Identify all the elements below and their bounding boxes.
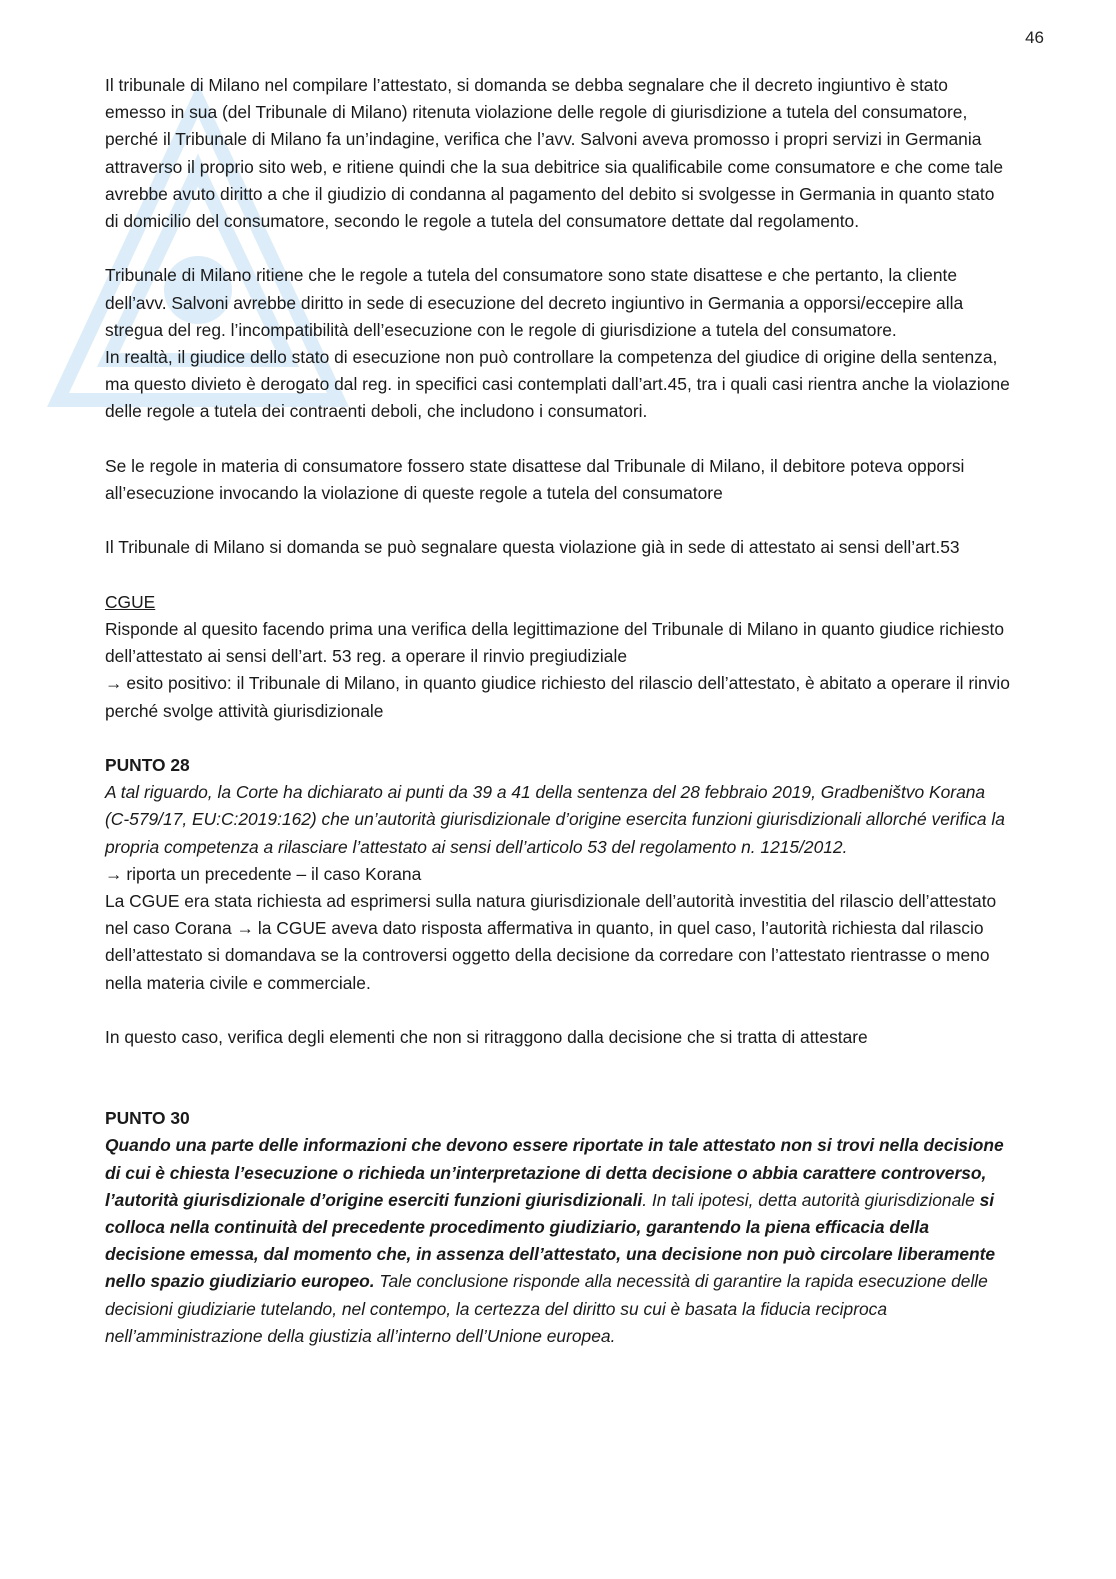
paragraph: Il tribunale di Milano nel compilare l’attestato, si domanda se debba segnalare che il decreto ingiuntivo è stato emesso in sua (del Tribunale di Milano) ritenuta violazione delle regole di giurisdizione a tutela del consumatore, perché il Tribunale di Milano fa un’indagine, verifica che l’avv. Salvoni aveva promosso i propri servizi in Germania attraverso il proprio sito web, e ritiene quindi che la sua debitrice sia qualificabile come consumatore e che come tale avrebbe avuto diritto a che il giudizio di condanna al pagamento del debito si svolgesse in Germania in quanto stato di domicilio del consumatore, secondo le regole a tutela del consumatore dettate dal regolamento. (105, 75, 1004, 232)
arrow-icon: → (105, 863, 123, 884)
paragraph-text: la CGUE aveva dato risposta affermativa in quanto, in quel caso, l’autorità richiesta dal rilascio dell’attestato si domandava se la controversi oggetto della decisione da corredare con l’attestato rientrasse o meno nella materia civile e commerciale. (105, 918, 990, 993)
paragraph: In realtà, il giudice dello stato di esecuzione non può controllare la competenza del giudice di origine della sentenza, ma questo divieto è derogato dal reg. in specifici casi contemplati dall’art.45, tra i quali casi rientra anche la violazione delle regole a tutela dei contraenti deboli, che includono i consumatori. (105, 347, 1010, 422)
quote-italic-text: . In tali ipotesi, detta autorità giurisdizionale (642, 1189, 980, 1210)
quote-bold-text: si colloca nella continuità del precedente procedimento giudiziario, garantendo la piena efficacia della decisione emessa, dal momento che, in assenza dell’attestato, una decisione non può circolare liberamente nello spazio giudiziario europeo. (105, 1189, 996, 1292)
quote-bold-text: Quando una parte delle informazioni che devono essere riportate in tale attestato non si trovi nella decisione di cui è chiesta l’esecuzione o richieda un’interpretazione di detta decisione o abbia carattere controverso, l’autorità giurisdizionale d’origine eserciti funzioni giurisdizionali (105, 1135, 1004, 1210)
paragraph: Tribunale di Milano ritiene che le regole a tutela del consumatore sono state disattese e che pertanto, la cliente dell’avv. Salvoni avrebbe diritto in sede di esecuzione del decreto ingiuntivo in Germania a opporsi/eccepire alla stregua del reg. l’incompatibilità dell’esecuzione con le regole di giurisdizione a tutela del consumatore. (105, 265, 964, 340)
document-body (105, 72, 1010, 1350)
quote-italic-text: Tale conclusione risponde alla necessità di garantire la rapida esecuzione delle decisioni giudiziarie tutelando, nel contempo, la certezza del diritto su cui è basata la fiducia reciproca nell’amministrazione della giustizia all’interno dell’Unione europea. (105, 1271, 988, 1346)
paragraph-text: La CGUE era stata richiesta ad esprimersi sulla natura giurisdizionale dell’autorità investitia del rilascio dell’attestato nel caso Corana (105, 891, 997, 939)
paragraph (105, 888, 1010, 997)
paragraph: Se le regole in materia di consumatore fossero state disattese dal Tribunale di Milano, il debitore poteva opporsi all’esecuzione invocando la violazione di queste regole a tutela del consumatore (105, 455, 965, 504)
paragraph: Risponde al quesito facendo prima una verifica della legittimazione del Tribunale di Milano in quanto giudice richiesto dell’attestato ai sensi dell’art. 53 reg. a operare il rinvio pregiudiziale (105, 619, 1005, 667)
paragraph-text: riporta un precedente – il caso Korana (126, 863, 422, 884)
arrow-paragraph (105, 670, 1010, 724)
arrow-paragraph (105, 861, 1010, 888)
section-heading-punto-28: PUNTO 28 (105, 755, 190, 775)
quote-paragraph: A tal riguardo, la Corte ha dichiarato ai punti da 39 a 41 della sentenza del 28 febbraio 2019, Gradbeništvo Korana (C-579/17, EU:C:2019:162) che un’autorità giurisdizionale d’origine esercita funzioni giurisdizionali allorché verifica la propria competenza a rilasciare l’attestato ai sensi dell’articolo 53 del regolamento n. 1215/2012. (105, 782, 1005, 857)
paragraph: In questo caso, verifica degli elementi che non si ritraggono dalla decisione che si tratta di attestare (105, 1027, 868, 1048)
page-number: 46 (1025, 28, 1044, 47)
arrow-icon: → (105, 673, 123, 694)
section-heading-punto-30: PUNTO 30 (105, 1108, 190, 1129)
paragraph-text: esito positivo: il Tribunale di Milano, in quanto giudice richiesto del rilascio dell’attestato, è abitato a operare il rinvio perché svolge attività giurisdizionale (105, 673, 1010, 721)
arrow-icon: → (236, 918, 254, 939)
paragraph: Il Tribunale di Milano si domanda se può segnalare questa violazione già in sede di attestato ai sensi dell’art.53 (105, 537, 960, 558)
quote-paragraph (105, 1132, 1010, 1350)
section-heading-cgue: CGUE (105, 591, 156, 612)
